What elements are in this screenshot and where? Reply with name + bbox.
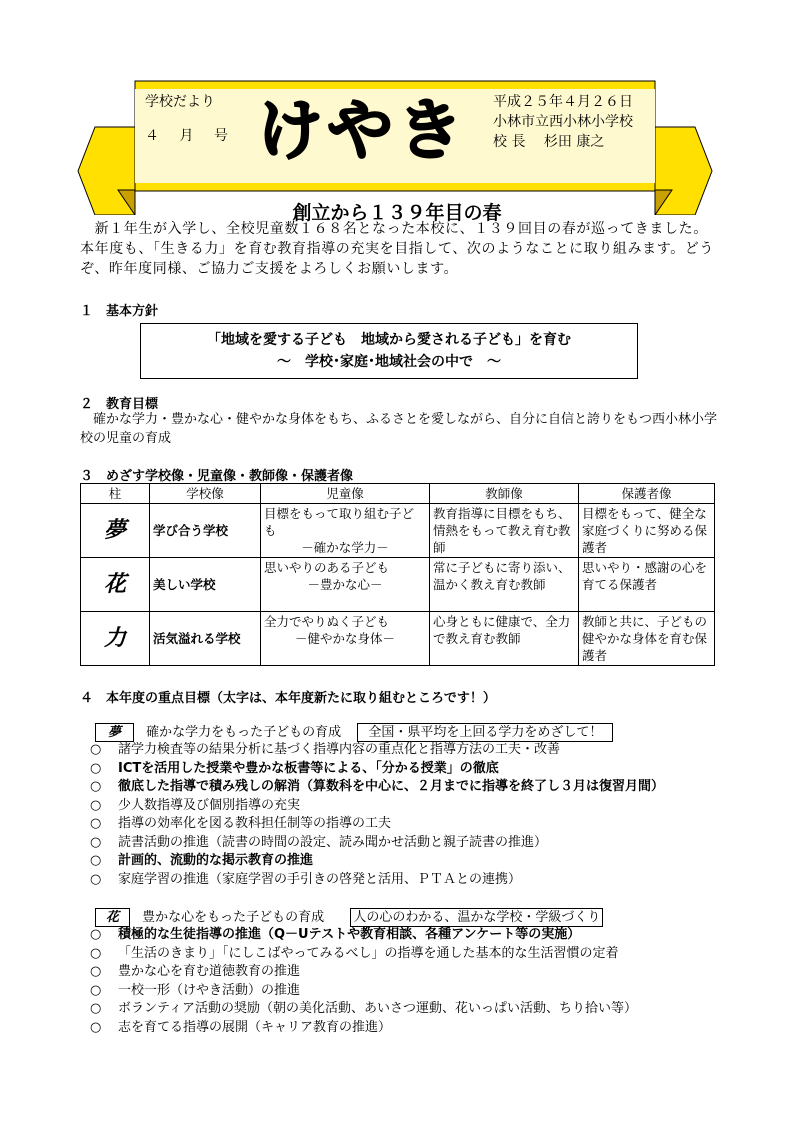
table-header: 柱 — [81, 484, 150, 504]
child-image-subtitle: －豊かな心－ — [307, 577, 383, 592]
list-item-text: 家庭学習の推進（家庭学習の手引きの啓発と活用、ＰＴＡとの連携） — [118, 871, 522, 887]
table-row — [81, 504, 715, 558]
bullet-icon: ○ — [90, 853, 102, 868]
table-header: 児童像 — [261, 484, 430, 504]
table-row — [81, 558, 715, 612]
list-item-text: ボランティア活動の奨励（朝の美化活動、あいさつ運動、花いっぱい活動、ちり拾い等） — [118, 1001, 637, 1016]
group2-header — [95, 906, 603, 927]
intro-paragraph: 新１年生が入学し、全校児童数１６８名となった本校に、１３９回目の春が巡ってきました。本年度も、「生きる力」を育む教育指導の充実を目指して、次のようなことに取り組みます。どうぞ、昨年度同様、ご協力ご支援をよろしくお願いします。 — [80, 221, 714, 277]
list-item-text: 少人数指導及び個別指導の充実 — [118, 797, 301, 813]
pillar-cell: 夢 — [81, 504, 150, 558]
table-header-row — [81, 484, 715, 504]
list-item — [90, 760, 664, 779]
pillar-cell: 花 — [81, 558, 150, 612]
section-heading-policy: １ 基本方針 — [80, 304, 159, 319]
policy-box — [140, 323, 638, 379]
list-item — [90, 1000, 637, 1019]
child-image-text: 全力でやりぬく子ども — [264, 614, 390, 629]
list-item-text: ICTを活用した授業や豊かな板書等による、「分かる授業」の徹底 — [118, 760, 499, 776]
bullet-icon: ○ — [90, 945, 102, 961]
school-image-cell: 活気溢れる学校 — [150, 612, 261, 666]
parent-image-cell: 思いやり・感謝の心を育てる保護者 — [579, 558, 715, 612]
bullet-icon: ○ — [90, 964, 102, 979]
education-goal-text: 確かな学力・豊かな心・健やかな身体をもち、ふるさとを愛しながら、自分に自信と誇りをもつ西小林小学校の児童の育成 — [80, 412, 718, 446]
bullet-icon: ○ — [90, 742, 102, 757]
bullet-icon: ○ — [90, 816, 102, 831]
list-item — [90, 815, 664, 834]
newsletter-title: けやき — [257, 92, 467, 169]
policy-line-2: ～ 学校･家庭･地域社会の中で ～ — [277, 354, 501, 370]
issue-date: 平成２５年４月２６日 — [493, 94, 633, 110]
teacher-image-cell: 教育指導に目標をもち、情熱をもって教え育む教師 — [430, 504, 579, 558]
child-image-cell — [261, 558, 430, 612]
list-item-text: 積極的な生徒指導の推進（Q－Uテストや教育相談、各種アンケート等の実施） — [118, 927, 581, 942]
school-image-cell: 学び合う学校 — [150, 504, 261, 558]
group-goal: 確かな学力をもった子どもの育成 — [146, 725, 342, 740]
teacher-image-cell: 心身ともに健康で、全力で教え育む教師 — [430, 612, 579, 666]
list-item-text: 計画的、流動的な掲示教育の推進 — [118, 853, 314, 868]
child-image-cell — [261, 504, 430, 558]
child-image-cell — [261, 612, 430, 666]
list-item — [90, 871, 664, 890]
list-item-text: 指導の効率化を図る教科担任制等の指導の工夫 — [118, 816, 392, 831]
headline: 創立から１３９年目の春 — [292, 202, 502, 224]
bullet-icon: ○ — [90, 1001, 102, 1016]
child-image-text: 思いやりのある子ども — [264, 560, 390, 575]
parent-image-cell: 教師と共に、子どもの健やかな身体を育む保護者 — [579, 612, 715, 666]
child-image-text: 目標をもって取り組む子ども — [264, 506, 415, 538]
pillar-tag: 夢 — [95, 723, 134, 742]
list-item — [90, 1019, 637, 1038]
table-header: 学校像 — [150, 484, 261, 504]
list-item — [90, 945, 637, 964]
bullet-icon: ○ — [90, 779, 102, 794]
section-heading-ideals: ３ めざす学校像・児童像・教師像・保護者像 — [80, 469, 354, 484]
list-item-text: 読書活動の推進（読書の時間の設定、読み聞かせ活動と親子読書の推進） — [118, 834, 548, 850]
parent-image-cell: 目標をもって、健全な家庭づくりに努める保護者 — [579, 504, 715, 558]
newsletter-label: 学校だより — [145, 94, 215, 110]
school-image-cell: 美しい学校 — [150, 558, 261, 612]
list-item — [90, 982, 637, 1001]
list-item — [90, 963, 637, 982]
bullet-icon: ○ — [90, 834, 102, 850]
pillar-tag: 花 — [95, 908, 130, 927]
list-item-text: 諸学力検査等の結果分析に基づく指導内容の重点化と指導方法の工夫・改善 — [118, 742, 561, 757]
teacher-image-cell: 常に子どもに寄り添い、温かく教え育む教師 — [430, 558, 579, 612]
bullet-icon: ○ — [90, 797, 102, 813]
bullet-icon: ○ — [90, 982, 102, 998]
list-item-text: 豊かな心を育む道徳教育の推進 — [118, 964, 301, 979]
list-item-text: 徹底した指導で積み残しの解消（算数科を中心に、２月までに指導を終了し３月は復習月間） — [118, 779, 665, 794]
group-slogan: 全国・県平均を上回る学力をめざして！ — [357, 723, 613, 742]
table-header: 教師像 — [430, 484, 579, 504]
group1-header — [95, 721, 613, 742]
list-item-text: 一校一形（けやき活動）の推進 — [118, 982, 301, 998]
list-item-text: 志を育てる指導の展開（キャリア教育の推進） — [118, 1019, 392, 1035]
pillar-cell: 力 — [81, 612, 150, 666]
group-goal: 豊かな心をもった子どもの育成 — [142, 910, 325, 925]
issue-month: ４ 月 号 — [145, 128, 236, 144]
list-item-text: 「生活のきまり」「にしこばやってみるべし」の指導を通した基本的な生活習慣の定着 — [118, 945, 619, 961]
school-name: 小林市立西小林小学校 — [493, 114, 633, 130]
group1-list — [90, 741, 664, 889]
group-slogan: 人の心のわかる、温かな学校・学級づくり — [350, 908, 603, 927]
bullet-icon: ○ — [90, 760, 102, 776]
child-image-subtitle: －確かな学力－ — [301, 540, 389, 555]
list-item — [90, 926, 637, 945]
table-row — [81, 612, 715, 666]
policy-line-1: 「地域を愛する子ども 地域から愛される子ども」を育む — [207, 332, 571, 348]
list-item — [90, 852, 664, 871]
child-image-subtitle: －健やかな身体－ — [294, 631, 395, 646]
bullet-icon: ○ — [90, 871, 102, 887]
bullet-icon: ○ — [90, 1019, 102, 1035]
list-item — [90, 741, 664, 760]
list-item — [90, 797, 664, 816]
section-heading-priorities: ４ 本年度の重点目標（太字は、本年度新たに取り組むところです！） — [80, 691, 496, 706]
list-item — [90, 778, 664, 797]
section-heading-goal: ２ 教育目標 — [80, 397, 159, 412]
list-item — [90, 834, 664, 853]
ideals-table — [80, 483, 715, 666]
bullet-icon: ○ — [90, 927, 102, 942]
table-header: 保護者像 — [579, 484, 715, 504]
principal-name: 校 長 杉田 康之 — [493, 134, 605, 150]
group2-list — [90, 926, 637, 1037]
issue-info — [493, 92, 633, 152]
